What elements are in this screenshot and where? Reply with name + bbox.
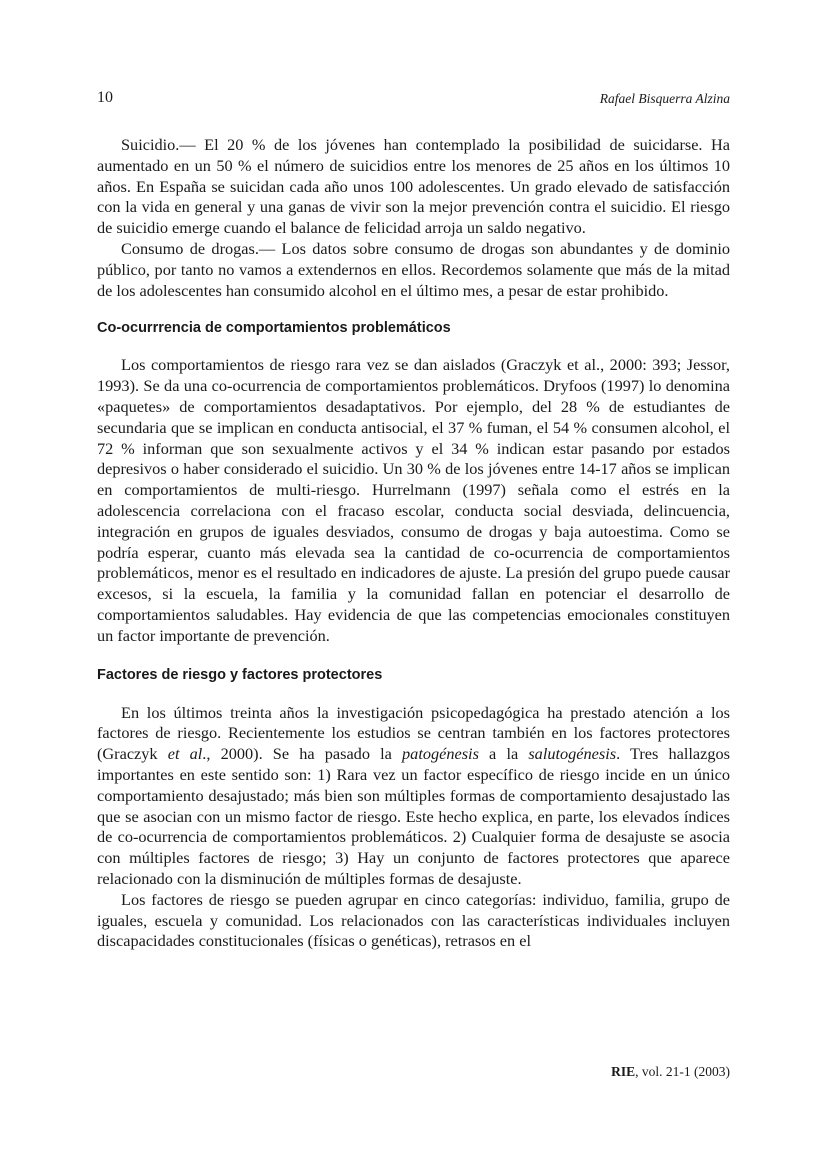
volume-info: , vol. 21-1 (2003): [635, 1064, 730, 1079]
paragraph-text: a la: [478, 744, 529, 764]
italic-et-al: et al: [167, 744, 203, 764]
journal-name: RIE: [611, 1064, 636, 1079]
paragraph-categorias: Los factores de riesgo se pueden agrupar en cinco categorías: individuo, familia, grupo de iguales, escuela y comunidad. Los relacionados con las características individuales incluyen discapacidades constitucionales (físicas o genéticas), retrasos en el: [97, 889, 730, 951]
italic-patogenesis: patogénesis: [402, 744, 479, 764]
italic-salutogenesis: salutogénesis: [528, 744, 617, 764]
paragraph-factores-riesgo: [97, 703, 730, 890]
paragraph-text: . Tres hallazgos importantes en este sentido son: 1) Rara vez un factor específico de riesgo incide en un único comportamiento desajustado; más bien son múltiples formas de comportamiento desajustado las que se asocian con un mismo factor de riesgo. Este hecho explica, en parte, los elevados índices de co-ocurrencia de comportamientos problemáticos. 2) Cualquier forma de desajuste se asocia con múltiples factores de riesgo; 3) Hay un conjunto de factores protectores que aparece relacionado con la disminución de múltiples formas de desajuste.: [97, 744, 731, 888]
body-text: [97, 135, 730, 952]
section-heading-factores: Factores de riesgo y factores protectores: [97, 666, 383, 683]
paragraph-co-ocurrencia: Los comportamientos de riesgo rara vez se dan aislados (Graczyk et al., 2000: 393; Jessor, 1993). Se da una co-ocurrencia de comportamientos problemáticos. Dryfoos (1997) lo denomina «paquetes» de comportamientos desadaptativos. Por ejemplo, del 28 % de estudiantes de secundaria que se implican en conducta antisocial, el 37 % fuman, el 54 % consumen alcohol, el 72 % informan que son sexualmente activos y el 34 % indican estar pasando por estados depresivos o haber considerado el suicidio. Un 30 % de los jóvenes entre 14-17 años se implican en comportamientos de multi-riesgo. Hurrelmann (1997) señala como el estrés en la adolescencia correlaciona con el fracaso escolar, conducta social desviada, delincuencia, integración en grupos de iguales desviados, consumo de drogas y baja autoestima. Como se podría esperar, cuanto más elevada sea la cantidad de co-ocurrencia de comportamientos problemáticos, menor es el resultado en indicadores de ajuste. La presión del grupo puede causar excesos, si la escuela, la familia y la comunidad fallan en potenciar el desarrollo de comportamientos saludables. Hay evidencia de que las competencias emocionales constituyen un factor importante de prevención.: [97, 355, 730, 645]
section-heading-co-ocurrencia: Co-ocurrrencia de comportamientos problemáticos: [97, 320, 451, 337]
paragraph-text: ., 2000). Se ha pasado la: [202, 744, 403, 764]
paragraph-consumo-drogas: Consumo de drogas.— Los datos sobre consumo de drogas son abundantes y de dominio público, por tanto no vamos a extendernos en ellos. Recordemos solamente que más de la mitad de los adolescentes han consumido alcohol en el último mes, a pesar de estar prohibido.: [97, 238, 730, 300]
paragraph-suicidio: Suicidio.— El 20 % de los jóvenes han contemplado la posibilidad de suicidarse. Ha aumentado en un 50 % el número de suicidios entre los menores de 25 años en los últimos 10 años. En España se suicidan cada año unos 100 adolescentes. Un grado elevado de satisfacción con la vida en general y una ganas de vivir son la mejor prevención contra el suicidio. El riesgo de suicidio emerge cuando el balance de felicidad arroja un saldo negativo.: [97, 135, 730, 238]
paragraph-text: En los últimos treinta años la investigación psicopedagógica ha prestado atención a los factores de riesgo. Recientemente los estudios se centran también en los factores protectores (Graczyk: [97, 702, 730, 764]
footer-citation: [611, 1063, 730, 1081]
page-number: 10: [97, 89, 113, 106]
running-head-author: Rafael Bisquerra Alzina: [599, 91, 730, 106]
